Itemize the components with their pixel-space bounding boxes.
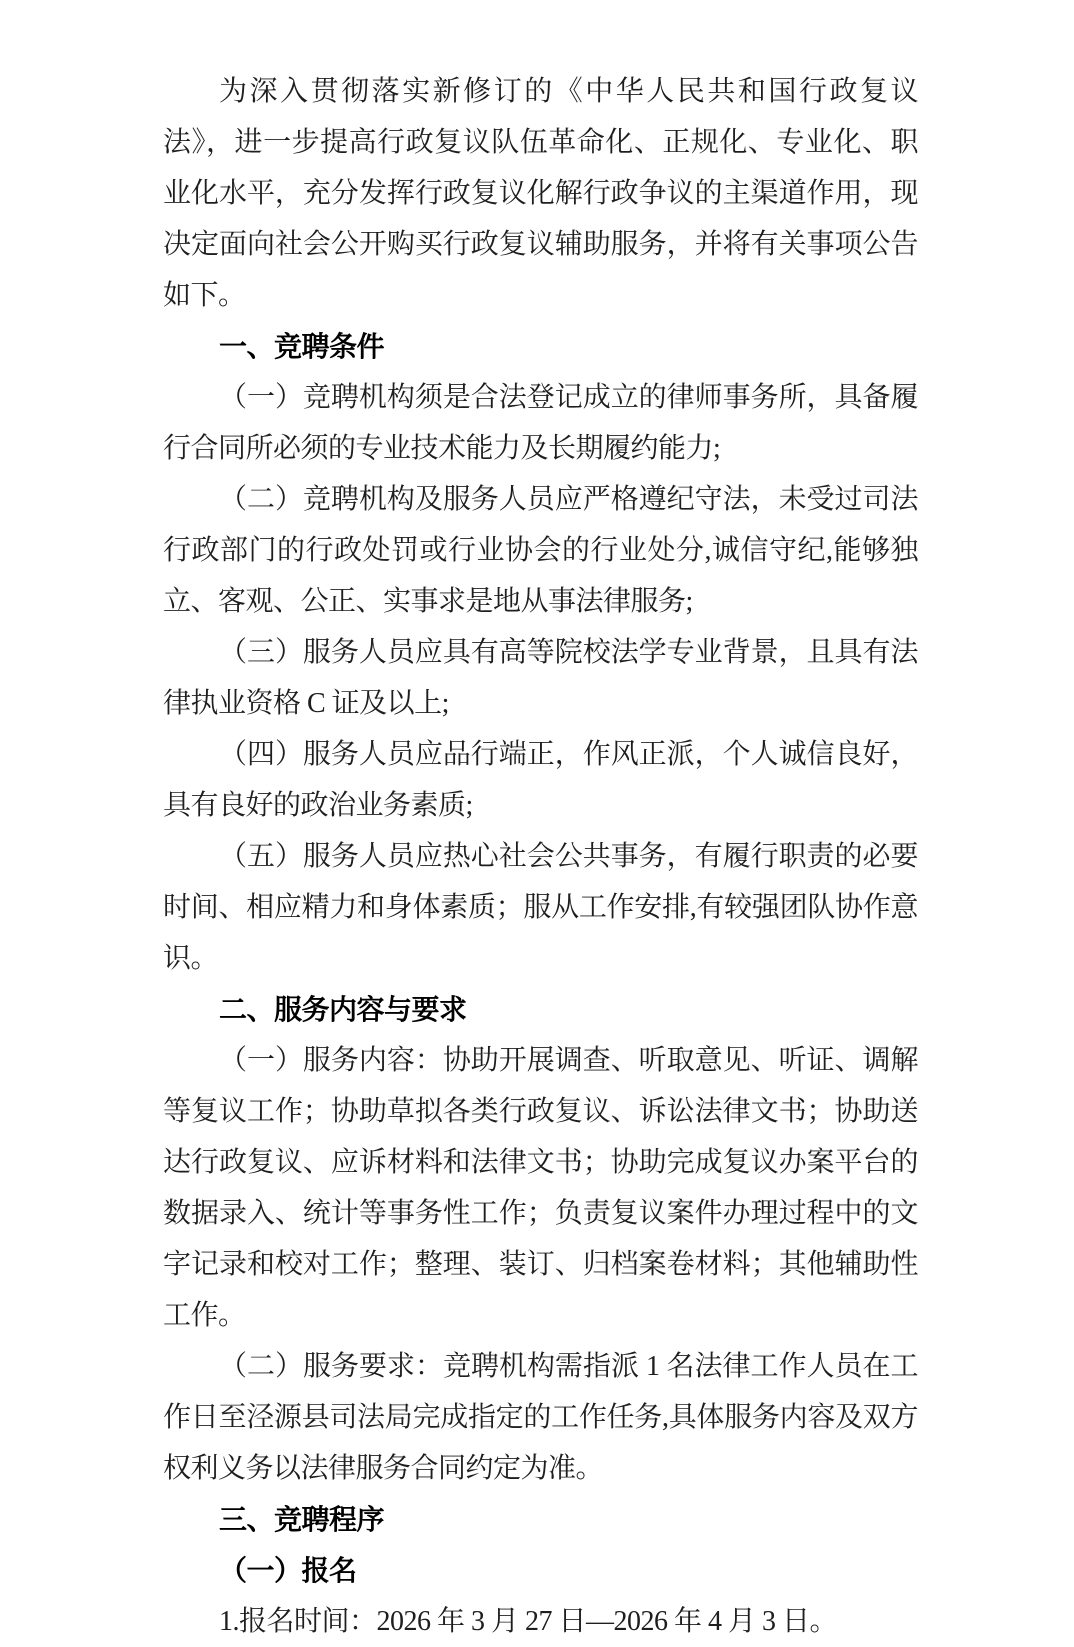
- heading-service-content-requirements: 二、服务内容与要求: [219, 994, 467, 1025]
- para-condition-3: （三）服务人员应具有高等院校法学专业背景，且具有法律执业资格 C 证及以上;: [163, 637, 918, 719]
- para-condition-1: （一）竞聘机构须是合法登记成立的律师事务所，具备履行合同所必须的专业技术能力及长期履约能力;: [163, 382, 918, 464]
- para-condition-4: （四）服务人员应品行端正，作风正派，个人诚信良好，具有良好的政治业务素质;: [163, 739, 918, 821]
- para-condition-2: （二）竞聘机构及服务人员应严格遵纪守法，未受过司法行政部门的行政处罚或行业协会的行业处分,诚信守纪,能够独立、客观、公正、实事求是地从事法律服务;: [163, 484, 918, 617]
- para-service-requirements: （二）服务要求：竞聘机构需指派 1 名法律工作人员在工作日至泾源县司法局完成指定的工作任务,具体服务内容及双方权利义务以法律服务合同约定为准。: [163, 1351, 918, 1484]
- para-registration-time: 1.报名时间：2026 年 3 月 27 日—2026 年 4 月 3 日。: [219, 1606, 838, 1637]
- para-condition-5: （五）服务人员应热心社会公共事务，有履行职责的必要时间、相应精力和身体素质；服从工作安排,有较强团队协作意识。: [163, 841, 918, 974]
- heading-bidding-conditions: 一、竞聘条件: [219, 331, 385, 362]
- intro-paragraph: 为深入贯彻落实新修订的《中华人民共和国行政复议法》，进一步提高行政复议队伍革命化、正规化、专业化、职业化水平，充分发挥行政复议化解行政争议的主渠道作用，现决定面向社会公开购买行政复议辅助服务，并将有关事项公告如下。: [163, 76, 918, 311]
- heading-registration: （一）报名: [219, 1555, 357, 1586]
- para-service-content: （一）服务内容：协助开展调查、听取意见、听证、调解等复议工作；协助草拟各类行政复议、诉讼法律文书；协助送达行政复议、应诉材料和法律文书；协助完成复议办案平台的数据录入、统计等事务性工作；负责复议案件办理过程中的文字记录和校对工作；整理、装订、归档案卷材料；其他辅助性工作。: [163, 1045, 918, 1331]
- heading-bidding-procedure: 三、竞聘程序: [219, 1504, 385, 1535]
